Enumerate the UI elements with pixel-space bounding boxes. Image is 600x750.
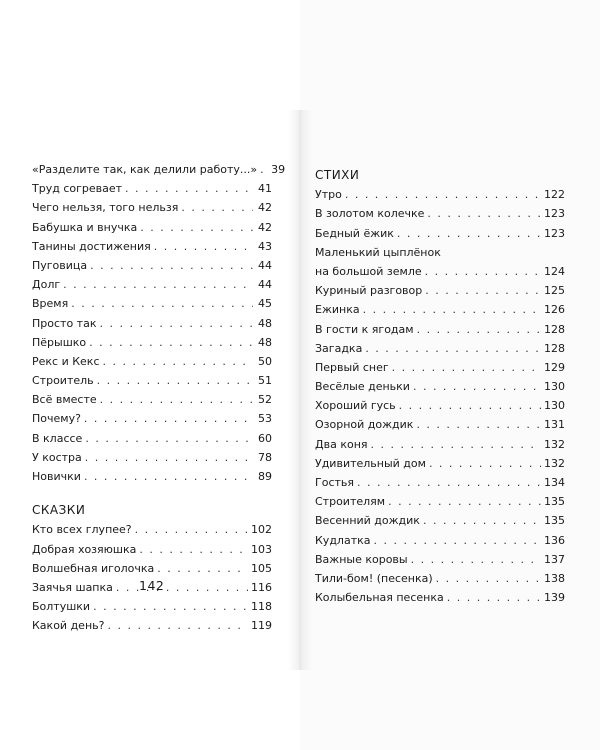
toc-entry-title: В гости к ягодам bbox=[315, 322, 414, 336]
toc-entry-page: 42 bbox=[258, 220, 272, 234]
toc-entry bbox=[315, 377, 565, 396]
toc-entry bbox=[32, 352, 272, 371]
toc-entry bbox=[32, 237, 272, 256]
toc-entry-page: 139 bbox=[544, 591, 565, 605]
toc-entry-title: Новички bbox=[32, 470, 81, 483]
toc-leader-dots bbox=[107, 616, 248, 635]
toc-leader-dots bbox=[436, 569, 541, 588]
toc-entry-page: 126 bbox=[544, 303, 565, 317]
toc-entry-title: Чего нельзя, того нельзя bbox=[32, 201, 179, 215]
toc-entry bbox=[32, 448, 272, 467]
toc-entry bbox=[32, 198, 272, 217]
toc-leader-dots bbox=[99, 314, 253, 333]
toc-leader-dots bbox=[423, 511, 541, 530]
toc-leader-dots bbox=[116, 578, 248, 597]
toc-entry bbox=[32, 520, 272, 539]
toc-entry-page: 48 bbox=[258, 335, 272, 349]
toc-entry-title: Заячья шапка bbox=[32, 580, 113, 594]
toc-entry bbox=[315, 415, 565, 434]
toc-entry-page: 123 bbox=[544, 207, 565, 221]
toc-entry bbox=[315, 204, 565, 223]
toc-entry bbox=[32, 390, 272, 409]
toc-entry-title: Какой день? bbox=[32, 619, 105, 633]
toc-entry bbox=[32, 540, 272, 559]
toc-leader-dots bbox=[425, 281, 541, 300]
toc-leader-dots bbox=[388, 492, 541, 511]
toc-entry bbox=[315, 473, 565, 492]
toc-leader-dots bbox=[125, 179, 253, 198]
toc-entry-title: В золотом колечке bbox=[315, 207, 425, 221]
toc-leader-dots bbox=[63, 275, 253, 294]
toc-entry-title: Два коня bbox=[315, 437, 368, 451]
toc-entry-page: 44 bbox=[258, 278, 272, 292]
toc-entry-title: Колыбельная песенка bbox=[315, 591, 444, 605]
section-title-poems: СТИХИ bbox=[315, 168, 360, 182]
toc-entry bbox=[32, 314, 272, 333]
toc-leader-dots bbox=[139, 540, 248, 559]
toc-entry-title: Рекс и Кекс bbox=[32, 354, 100, 368]
toc-leader-dots bbox=[365, 339, 541, 358]
toc-entry-title: Маленький цыплёнок bbox=[315, 245, 441, 259]
toc-list-poems bbox=[315, 185, 565, 607]
toc-leader-dots bbox=[397, 224, 541, 243]
toc-leader-dots bbox=[135, 520, 248, 539]
toc-entry-page: 50 bbox=[258, 354, 272, 368]
toc-leader-dots bbox=[140, 218, 253, 237]
right-toc bbox=[315, 166, 565, 607]
toc-entry-page: 129 bbox=[544, 360, 565, 374]
toc-entry-title: У костра bbox=[32, 450, 82, 464]
toc-entry-title: Строитель bbox=[32, 374, 94, 388]
toc-entry-page: 52 bbox=[258, 393, 272, 407]
toc-leader-dots bbox=[103, 352, 253, 371]
toc-leader-dots bbox=[399, 396, 541, 415]
section-spacer bbox=[32, 486, 272, 501]
toc-entry bbox=[32, 179, 272, 198]
toc-entry-title: «Разделите так, как делили работу...» bbox=[32, 163, 258, 176]
toc-entry bbox=[315, 511, 565, 530]
toc-entry bbox=[32, 409, 272, 428]
toc-leader-dots bbox=[90, 256, 253, 275]
toc-entry bbox=[315, 454, 565, 473]
toc-entry-page: 131 bbox=[544, 418, 565, 432]
toc-entry-page: 124 bbox=[544, 264, 565, 278]
book-gutter bbox=[288, 110, 312, 670]
toc-entry bbox=[315, 435, 565, 454]
toc-entry bbox=[315, 185, 565, 204]
toc-entry-title: Важные коровы bbox=[315, 552, 408, 566]
toc-leader-dots bbox=[416, 415, 541, 434]
left-toc bbox=[32, 160, 286, 636]
toc-entry-page: 42 bbox=[258, 201, 272, 215]
toc-entry-title: Загадка bbox=[315, 341, 363, 355]
toc-entry-title: Добрая хозяюшка bbox=[32, 542, 137, 556]
toc-leader-dots bbox=[345, 185, 541, 204]
toc-entry-page: 136 bbox=[544, 533, 565, 547]
toc-entry bbox=[315, 243, 565, 262]
toc-entry-page: 135 bbox=[544, 514, 565, 528]
page-number: 142 bbox=[139, 578, 165, 593]
toc-leader-dots bbox=[84, 409, 253, 428]
toc-entry-title: Пёрышко bbox=[32, 335, 87, 349]
toc-entry bbox=[315, 262, 565, 281]
toc-entry bbox=[315, 281, 565, 300]
toc-entry-title: Бабушка и внучка bbox=[32, 220, 138, 234]
toc-leader-dots bbox=[447, 588, 541, 607]
toc-entry-page: 89 bbox=[258, 470, 272, 483]
toc-entry-title: Волшебная иголочка bbox=[32, 561, 155, 575]
toc-entry bbox=[315, 358, 565, 377]
toc-leader-dots bbox=[157, 559, 248, 578]
toc-entry-title: Всё вместе bbox=[32, 393, 97, 407]
toc-entry-page: 45 bbox=[258, 297, 272, 311]
toc-entry-page: 78 bbox=[258, 450, 272, 464]
toc-entry-title: Кто всех глупее? bbox=[32, 523, 132, 537]
toc-entry bbox=[315, 492, 565, 511]
toc-entry-page: 128 bbox=[544, 322, 565, 336]
toc-entry bbox=[32, 160, 286, 179]
toc-entry-page: 48 bbox=[258, 316, 272, 330]
toc-entry-title: на большой земле bbox=[315, 264, 422, 278]
toc-entry-page: 53 bbox=[258, 412, 272, 426]
toc-leader-dots bbox=[84, 467, 253, 486]
toc-leader-dots bbox=[425, 262, 541, 281]
toc-entry-title: Труд согревает bbox=[32, 182, 123, 196]
toc-entry-page: 116 bbox=[251, 580, 272, 594]
toc-leader-dots bbox=[413, 377, 541, 396]
toc-entry bbox=[315, 531, 565, 550]
toc-entry-page: 130 bbox=[544, 380, 565, 394]
toc-entry-title: Время bbox=[32, 297, 69, 311]
toc-entry-page: 39 bbox=[271, 163, 286, 176]
toc-entry-page: 135 bbox=[544, 495, 565, 509]
toc-entry-title: Ежинка bbox=[315, 303, 360, 317]
toc-entry bbox=[32, 218, 272, 237]
toc-leader-dots bbox=[357, 473, 541, 492]
toc-leader-dots bbox=[392, 358, 541, 377]
toc-entry-page: 137 bbox=[544, 552, 565, 566]
toc-entry bbox=[315, 550, 565, 569]
toc-entry bbox=[315, 339, 565, 358]
toc-entry-title: Просто так bbox=[32, 316, 97, 330]
toc-entry-title: Озорной дождик bbox=[315, 418, 414, 432]
toc-leader-dots bbox=[93, 597, 248, 616]
toc-entry bbox=[32, 467, 272, 486]
toc-entry-title: В классе bbox=[32, 431, 83, 445]
toc-entry-title: Долг bbox=[32, 278, 61, 292]
toc-entry-title: Весёлые деньки bbox=[315, 380, 410, 394]
toc-entry bbox=[315, 569, 565, 588]
toc-entry-page: 44 bbox=[258, 258, 272, 272]
toc-entry-page: 123 bbox=[544, 226, 565, 240]
toc-entry bbox=[32, 294, 272, 313]
toc-entry bbox=[315, 224, 565, 243]
toc-entry-page: 122 bbox=[544, 188, 565, 202]
toc-leader-dots bbox=[429, 454, 541, 473]
toc-entry-page: 128 bbox=[544, 341, 565, 355]
toc-entry-page: 60 bbox=[258, 431, 272, 445]
toc-entry bbox=[32, 559, 272, 578]
toc-leader-dots bbox=[374, 531, 542, 550]
toc-entry bbox=[32, 429, 272, 448]
toc-entry-title: Тили-бом! (песенка) bbox=[315, 571, 433, 585]
toc-entry-title: Болтушки bbox=[32, 600, 91, 614]
toc-entry bbox=[32, 616, 272, 635]
toc-entry-title: Удивительный дом bbox=[315, 456, 426, 470]
toc-leader-dots bbox=[181, 198, 253, 217]
toc-entry-title: Пуговица bbox=[32, 258, 88, 272]
toc-leader-dots bbox=[85, 429, 253, 448]
toc-entry-page: 132 bbox=[544, 456, 565, 470]
toc-leader-dots bbox=[89, 333, 253, 352]
toc-entry bbox=[315, 588, 565, 607]
toc-entry bbox=[32, 256, 272, 275]
toc-entry bbox=[32, 371, 272, 390]
toc-entry bbox=[32, 275, 272, 294]
toc-leader-dots bbox=[71, 294, 253, 313]
toc-entry-page: 119 bbox=[251, 619, 272, 633]
toc-entry-title: Куриный разговор bbox=[315, 284, 423, 298]
toc-entry-page: 118 bbox=[251, 600, 272, 614]
toc-leader-dots bbox=[97, 371, 253, 390]
toc-entry bbox=[315, 320, 565, 339]
toc-list-stories bbox=[32, 160, 286, 486]
toc-entry-page: 51 bbox=[258, 374, 272, 388]
toc-entry bbox=[315, 300, 565, 319]
toc-entry-page: 102 bbox=[251, 523, 272, 537]
section-title-tales: СКАЗКИ bbox=[32, 503, 86, 518]
toc-entry-page: 43 bbox=[258, 239, 272, 253]
toc-leader-dots bbox=[85, 448, 253, 467]
toc-entry-title: Утро bbox=[315, 188, 342, 202]
toc-entry-title: Танины достижения bbox=[32, 239, 151, 253]
toc-leader-dots bbox=[427, 204, 541, 223]
toc-leader-dots bbox=[371, 435, 542, 454]
toc-entry-title: Хороший гусь bbox=[315, 399, 396, 413]
toc-entry-page: 134 bbox=[544, 476, 565, 489]
toc-entry-title: Почему? bbox=[32, 412, 81, 426]
toc-entry bbox=[32, 597, 272, 616]
toc-entry-page: 103 bbox=[251, 542, 272, 556]
toc-entry-title: Весенний дождик bbox=[315, 514, 420, 528]
toc-entry bbox=[32, 333, 272, 352]
toc-entry-title: Бедный ёжик bbox=[315, 226, 394, 240]
toc-entry-page: 132 bbox=[544, 437, 565, 451]
toc-leader-dots bbox=[417, 320, 541, 339]
toc-leader-dots bbox=[363, 300, 541, 319]
toc-entry-page: 138 bbox=[544, 571, 565, 585]
toc-entry-title: Первый снег bbox=[315, 360, 389, 374]
toc-leader-dots bbox=[100, 390, 253, 409]
toc-entry-title: Кудлатка bbox=[315, 533, 371, 547]
toc-leader-dots bbox=[411, 550, 541, 569]
toc-entry-page: 105 bbox=[251, 561, 272, 575]
toc-entry-title: Строителям bbox=[315, 495, 386, 509]
toc-entry bbox=[315, 396, 565, 415]
toc-entry-page: 41 bbox=[258, 182, 272, 196]
toc-entry-page: 130 bbox=[544, 399, 565, 413]
toc-entry-title: Гостья bbox=[315, 476, 354, 489]
toc-leader-dots bbox=[154, 237, 253, 256]
toc-leader-dots bbox=[260, 160, 266, 179]
toc-entry-page: 125 bbox=[544, 284, 565, 298]
